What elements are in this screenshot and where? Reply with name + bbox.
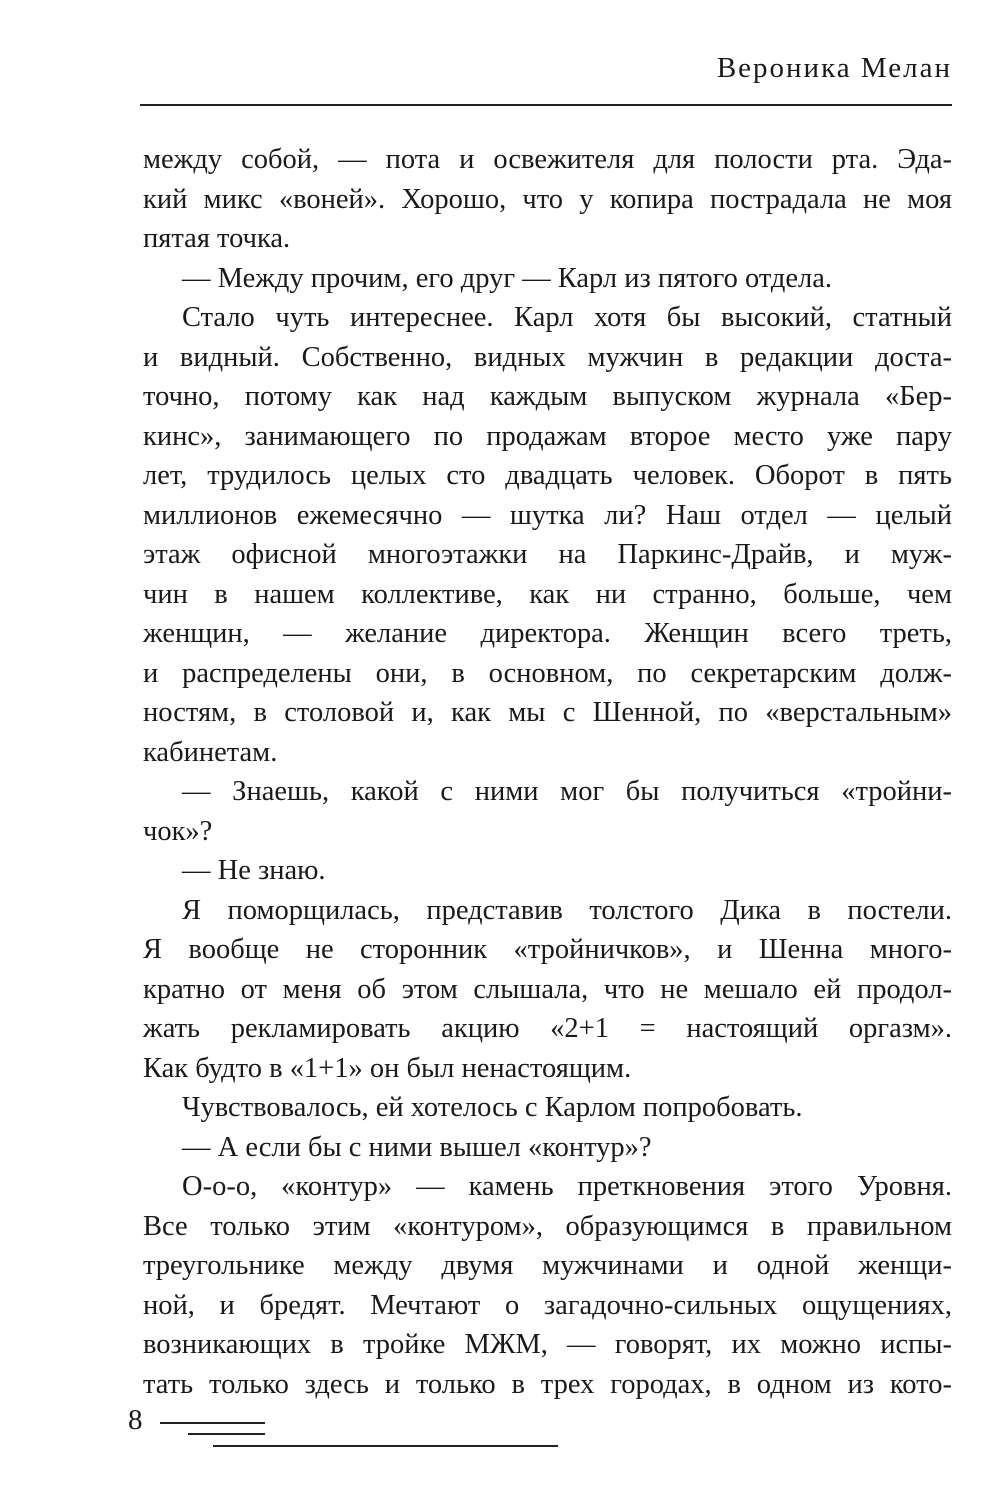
- text-line: ной, и бредят. Мечтают о загадочно-сильных ощущениях,: [143, 1289, 952, 1321]
- text-line: Стало чуть интереснее. Карл хотя бы высокий, статный: [182, 302, 952, 333]
- text-line: треугольнике между двумя мужчинами и одной женщи-: [143, 1250, 952, 1281]
- running-header-author: Вероника Мелан: [716, 52, 952, 84]
- text-line: тать только здесь и только в трех городах, в одном из кото-: [143, 1368, 952, 1400]
- text-line: женщин, — желание директора. Женщин всего треть,: [143, 618, 952, 649]
- text-line: — Между прочим, его друг — Карл из пятого отдела.: [182, 262, 833, 294]
- text-line: лет, трудилось целых сто двадцать человек. Оборот в пять: [143, 460, 952, 491]
- text-line: Чувствовалось, ей хотелось с Карлом попробовать.: [182, 1092, 803, 1123]
- text-line: Как будто в «1+1» он был ненастоящим.: [143, 1052, 632, 1084]
- footer-rule: [188, 1433, 265, 1435]
- text-line: Все только этим «контуром», образующимся в правильном: [143, 1210, 952, 1242]
- text-line: — Знаешь, какой с ними мог бы получиться «тройни-: [182, 776, 952, 807]
- text-line: и распределены они, в основном, по секретарским долж-: [143, 657, 952, 689]
- text-line: — Не знаю.: [182, 855, 326, 886]
- footer-rule: [213, 1445, 558, 1447]
- text-line: точно, потому как над каждым выпуском журнала «Бер-: [143, 381, 952, 412]
- text-line: возникающих в тройке МЖМ, — говорят, их можно испы-: [143, 1329, 952, 1360]
- text-line: — А если бы с ними вышел «контур»?: [182, 1131, 652, 1163]
- text-line: кинс», занимающего по продажам второе место уже пару: [143, 420, 952, 452]
- text-line: кабинетам.: [143, 736, 278, 768]
- footer-rule: [160, 1422, 265, 1424]
- text-line: чин в нашем коллективе, как ни странно, больше, чем: [143, 578, 952, 610]
- header-rule: [140, 104, 952, 106]
- text-line: Я поморщилась, представив толстого Дика в постели.: [182, 894, 952, 926]
- text-line: этаж офисной многоэтажки на Паркинс-Драйв, и муж-: [143, 539, 952, 570]
- text-line: миллионов ежемесячно — шутка ли? Наш отдел — целый: [143, 499, 952, 531]
- text-line: чок»?: [143, 815, 213, 847]
- text-line: кратно от меня об этом слышала, что не мешало ей продол-: [143, 973, 952, 1005]
- text-line: кий микс «воней». Хорошо, что у копира пострадала не моя: [143, 183, 952, 215]
- page-body-text: [143, 140, 952, 1404]
- text-line: жать рекламировать акцию «2+1 = настоящий оргазм».: [143, 1013, 952, 1044]
- text-line: Я вообще не сторонник «тройничков», и Шенна много-: [143, 934, 952, 965]
- text-line: между собой, — пота и освежителя для полости рта. Эда-: [143, 144, 952, 175]
- page-number: 8: [128, 1404, 143, 1436]
- text-line: пятая точка.: [143, 223, 291, 254]
- text-line: О-о-о, «контур» — камень преткновения этого Уровня.: [182, 1171, 952, 1202]
- text-line: и видный. Собственно, видных мужчин в редакции доста-: [143, 341, 952, 373]
- text-line: ностям, в столовой и, как мы с Шенной, по «верстальным»: [143, 697, 952, 728]
